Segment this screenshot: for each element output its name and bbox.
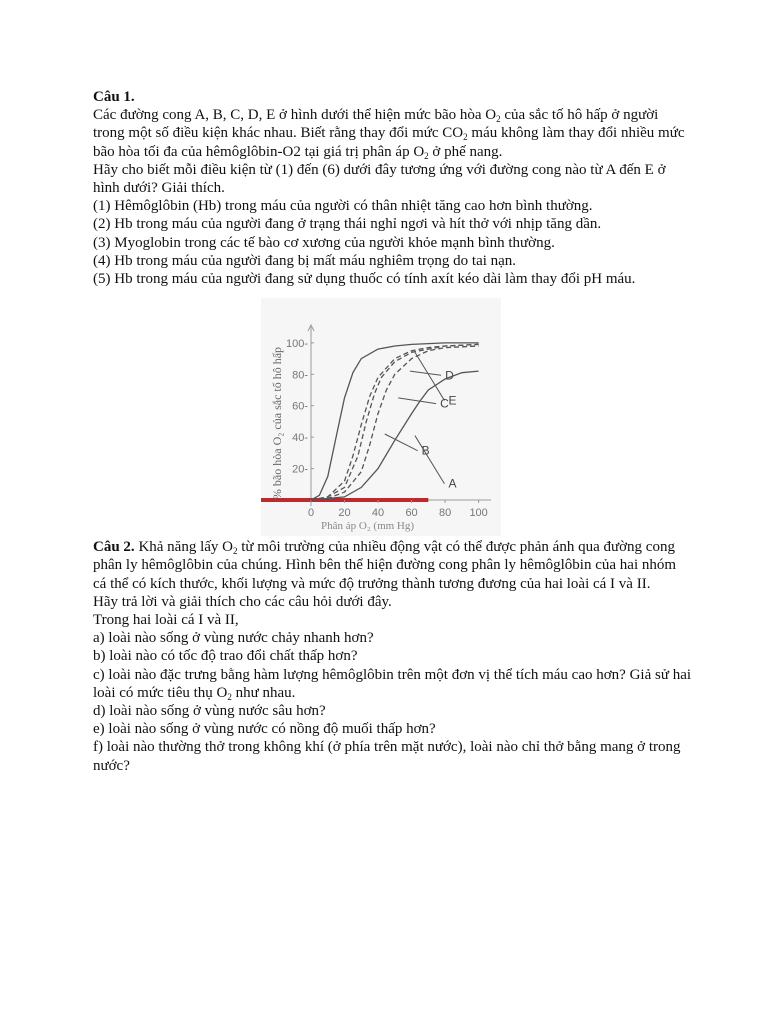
saturation-curve-figure — [261, 298, 501, 536]
x-tick-label: 100 — [469, 507, 488, 520]
curve-pointer — [415, 436, 445, 484]
curve-label-e: E — [448, 393, 457, 408]
curve-label-d: D — [445, 368, 454, 383]
curve-pointer — [398, 398, 436, 404]
y-axis-label: % bão hòa O₂ của sắc tố hô hấp — [270, 347, 284, 500]
x-tick-label: 60 — [405, 507, 418, 520]
y-tick-label: 60- — [292, 400, 308, 413]
question-1-intro — [93, 106, 693, 197]
condition-item: (4) Hb trong máu của người đang bị mất máu nghiêm trọng do tai nạn. — [93, 252, 517, 269]
curve-pointer — [410, 371, 441, 375]
condition-item: (5) Hb trong máu của người đang sử dụng thuốc có tính axít kéo dài làm thay đổi pH máu. — [93, 271, 636, 288]
x-tick-label: 40 — [371, 507, 385, 520]
question-2-prompt: Hãy trả lời và giải thích cho các câu hỏi dưới đây. — [93, 593, 392, 610]
curve-label-b: B — [421, 443, 430, 458]
condition-item: (2) Hb trong máu của người đang ở trạng thái nghỉ ngơi và hít thở với nhịp tăng dần. — [93, 216, 602, 233]
question-item: b) loài nào có tốc độ trao đổi chất thấp hơn? — [93, 648, 358, 665]
curve-pointer — [415, 353, 445, 401]
x-tick-label: 20 — [338, 507, 351, 520]
y-tick-label: 20- — [292, 463, 308, 476]
question-2-title: Câu 2. — [93, 539, 135, 556]
y-tick-label: 100- — [285, 338, 308, 351]
question-2-lead: Trong hai loài cá I và II, — [93, 612, 239, 629]
x-axis-label: Phân áp O₂ (mm Hg) — [321, 520, 415, 533]
question-item: e) loài nào sống ở vùng nước có nồng độ muối thấp hơn? — [93, 721, 436, 738]
question-item: a) loài nào sống ở vùng nước chảy nhanh hơn? — [93, 630, 374, 647]
x-tick-label: 80 — [438, 507, 452, 520]
question-1-prompt: Hãy cho biết mỗi điều kiện từ (1) đến (6) dưới đây tương ứng với đường cong nào từ A đến E ở hình dưới? Giải thích. — [93, 161, 666, 197]
curve-label-a: A — [448, 476, 457, 491]
x-tick-label: 0 — [307, 507, 315, 520]
curve-label-c: C — [440, 396, 449, 411]
condition-item: (3) Myoglobin trong các tế bào cơ xương của người khỏe mạnh bình thường. — [93, 234, 555, 251]
y-tick-label: 40- — [292, 432, 308, 445]
question-item: f) loài nào thường thở trong không khí (ở phía trên mặt nước), loài nào chỉ thở bằng mang ở trong nước? — [93, 739, 681, 774]
condition-item: (1) Hêmôglôbin (Hb) trong máu của người có thân nhiệt tăng cao hơn bình thường. — [93, 198, 593, 215]
saturation-chart — [261, 298, 501, 536]
question-item: d) loài nào sống ở vùng nước sâu hơn? — [93, 703, 326, 720]
question-2-paragraph: Câu 2. Khả năng lấy $O_2$ từ môi trường của nhiều động vật có thể được phản ánh qua đường cong phân ly hêmôglôbin của chúng. Hình bên thể hiện đường cong phân ly hêmôglôbin của hai nhóm cá thể có kích thước, khối lượng và mức độ trưởng thành tương đương của hai loài cá I và II. — [93, 539, 677, 592]
document-page — [93, 88, 693, 775]
y-tick-label: 80- — [292, 369, 308, 382]
question-item: c) loài nào đặc trưng bằng hàm lượng hêmôglôbin trên một đơn vị thể tích máu cao hơn? Giả sử hai loài có mức tiêu thụ $O_2$ như nhau. — [93, 666, 692, 702]
question-1-title: Câu 1. — [93, 89, 135, 105]
question-1-paragraph: Các đường cong A, B, C, D, E ở hình dưới thể hiện mức bão hòa $O_2$ của sắc tố hô hấp ở người trong một số điều kiện khác nhau. Biết rằng thay đổi mức $CO_2$ máu không làm thay đổi nhiều mức bão hòa tối đa của hêmôglôbin-O2 tại giá trị phân áp $O_2$ ở phế nang. — [93, 107, 685, 161]
